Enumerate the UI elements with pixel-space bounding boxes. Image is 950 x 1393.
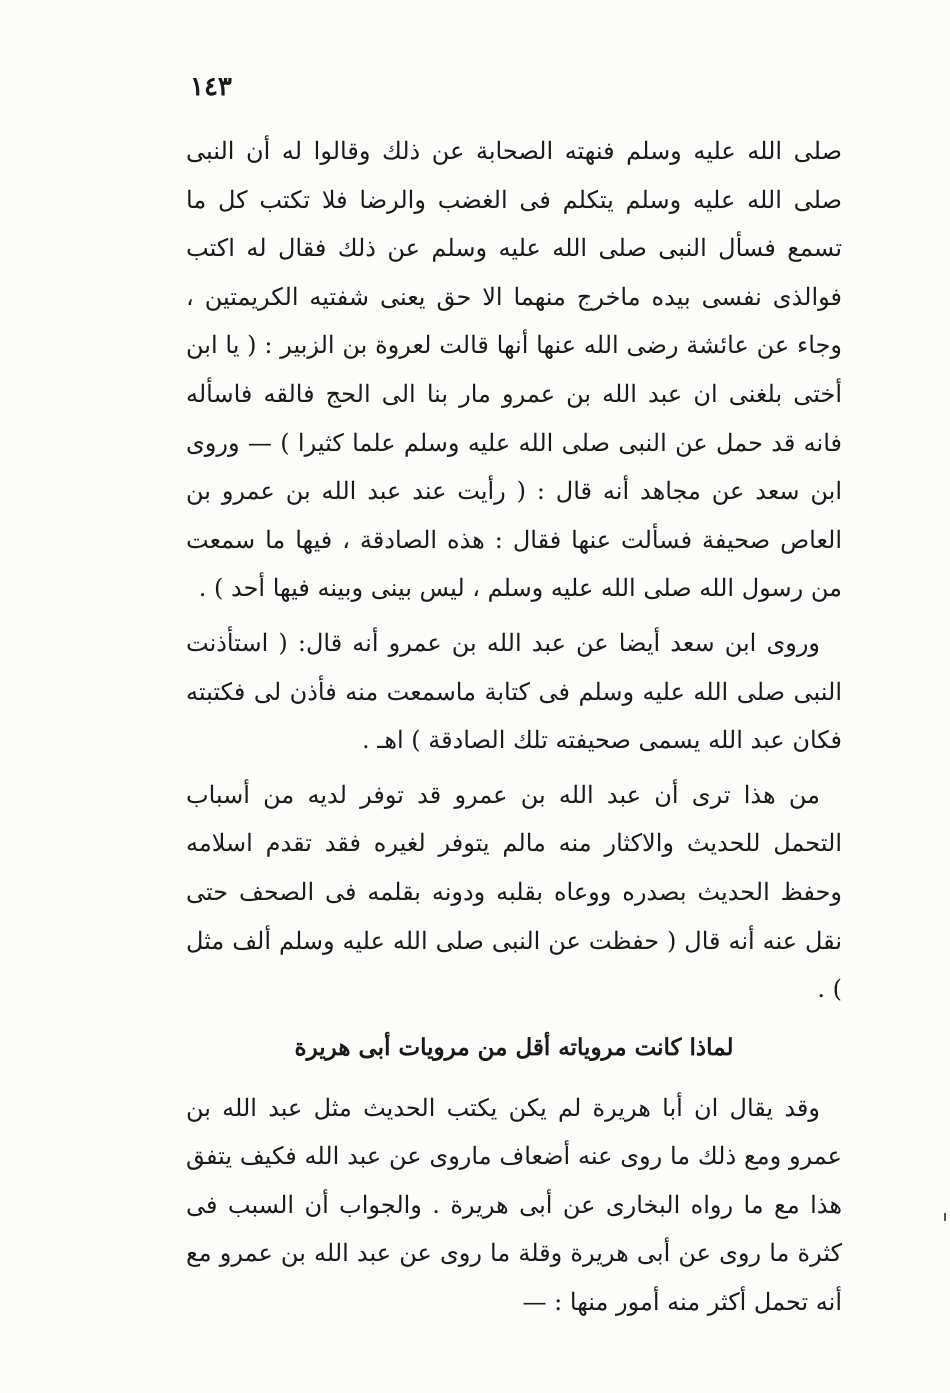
paragraph-2: وروى ابن سعد أيضا عن عبد الله بن عمرو أنه قال: ( استأذنت النبى صلى الله عليه وسلم فى كتابة ماسمعت منه فأذن لى فكتبته فكان عبد الله يسمى صحيفته تلك الصادقة ) اهـ . (186, 628, 843, 755)
section-heading: لماذا كانت مروياته أقل من مرويات أبى هريرة (294, 1033, 734, 1061)
paragraph-3: من هذا ترى أن عبد الله بن عمرو قد توفر لديه من أسباب التحمل للحديث والاكثار منه مالم يتوفر لغيره فقد تقدم اسلامه وحفظ الحديث بصدره ووعاه بقلبه ودونه بقلمه فى الصحف حتى نقل عنه أنه قال ( حفظت عن النبى صلى الله عليه وسلم ألف مثل ) . (186, 780, 842, 1004)
scan-speck (944, 1213, 946, 1221)
page-number: ١٤٣ (190, 72, 232, 102)
paragraph-1: صلى الله عليه وسلم فنهته الصحابة عن ذلك وقالوا له أن النبى صلى الله عليه وسلم يتكلم فى الغضب والرضا فلا تكتب كل ما تسمع فسأل النبى صلى الله عليه وسلم عن ذلك فقال له اكتب فوالذى نفسى بيده ماخرج منهما الا حق يعنى شفتيه الكريمتين ، وجاء عن عائشة رضى الله عنها أنها قالت لعروة بن الزبير : ( يا ابن أختى بلغنى ان عبد الله بن عمرو مار بنا الى الحج فالقه فاسأله فانه قد حمل عن النبى صلى الله عليه وسلم علما كثيرا ) — وروى ابن سعد عن مجاهد أنه قال : ( رأيت عند عبد الله بن عمرو بن العاص صحيفة فسألت عنها فقال : هذه الصادقة ، فيها ما سمعت من رسول الله صلى الله عليه وسلم ، ليس بينى وبينه فيها أحد ) . (186, 137, 842, 603)
paragraph-4: وقد يقال ان أبا هريرة لم يكن يكتب الحديث مثل عبد الله بن عمرو ومع ذلك ما روى عنه أضعاف ماروى عن عبد الله فكيف يتفق هذا مع ما رواه البخارى عن أبى هريرة . والجواب أن السبب فى كثرة ما روى عن أبى هريرة وقلة ما روى عن عبد الله بن عمرو مع أنه تحمل أكثر منه أمور منها : — (186, 1093, 842, 1317)
page-body (186, 127, 842, 1327)
